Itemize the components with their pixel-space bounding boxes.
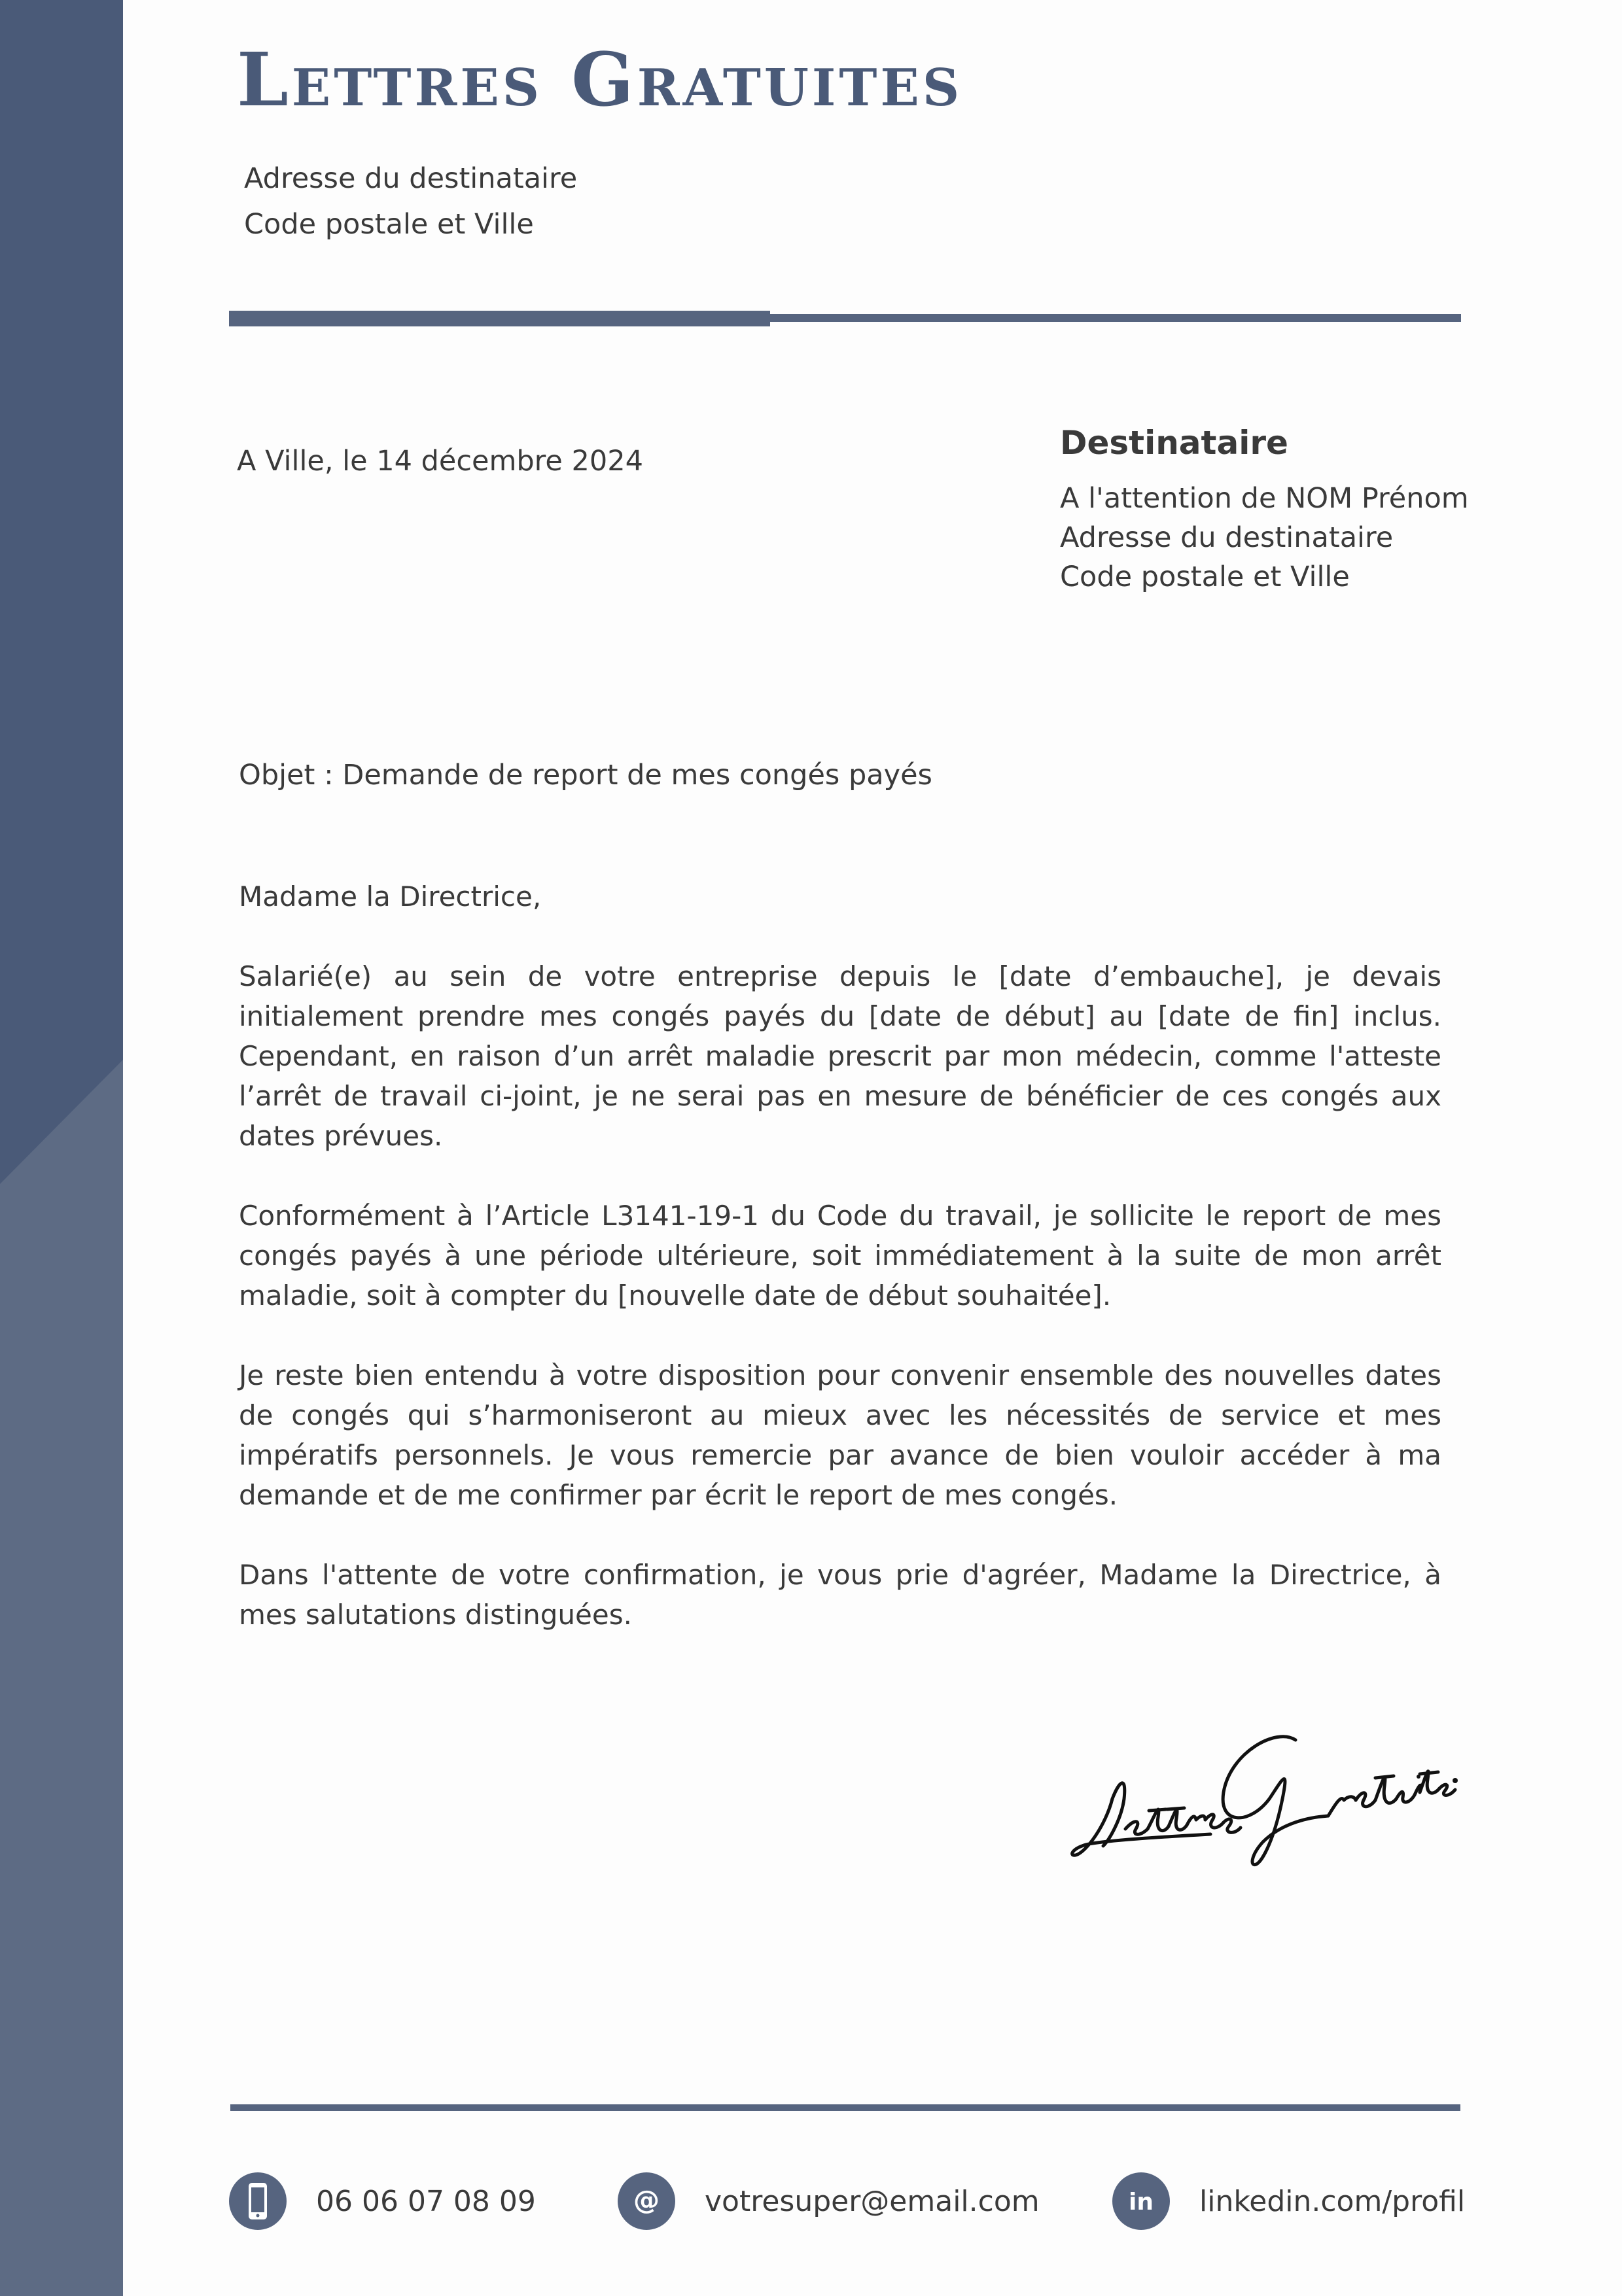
sender-address-line: Adresse du destinataire <box>244 162 578 195</box>
sender-address <box>244 156 577 247</box>
svg-text:@: @ <box>633 2185 660 2216</box>
footer-rule <box>230 2104 1460 2111</box>
recipient-address-line: Adresse du destinataire <box>1060 521 1394 554</box>
email-address[interactable]: votresuper@email.com <box>705 2184 1040 2218</box>
paragraph-4: Dans l'attente de votre confirmation, je vous prie d'agréer, Madame la Directrice, à mes salutations distinguées. <box>239 1559 1441 1631</box>
subject-line: Objet : Demande de report de mes congés payés <box>239 759 932 791</box>
paragraph-1: Salarié(e) au sein de votre entreprise depuis le [date d’embauche], je devais initialement prendre mes congés payés du [date de début] au [date de fin] inclus. Cependant, en raison d’un arrêt maladie prescrit par mon médecin, comme l'atteste l’arrêt de travail ci-joint, je ne serai pas en mesure de bénéficier de ces congés aux dates prévues. <box>239 960 1441 1152</box>
recipient-attention-line: A l'attention de NOM Prénom <box>1060 482 1469 515</box>
letter-body <box>239 877 1441 1675</box>
at-icon <box>618 2172 675 2230</box>
sidebar-decoration <box>0 0 123 2296</box>
sidebar-shape <box>0 0 123 2296</box>
salutation: Madame la Directrice, <box>239 880 542 913</box>
sender-city-line: Code postale et Ville <box>244 208 534 241</box>
date-line: A Ville, le 14 décembre 2024 <box>237 445 643 478</box>
paragraph-2: Conformément à l’Article L3141-19-1 du Code du travail, je sollicite le report de mes congés payés à une période ultérieure, soit immédiatement à la suite de mon arrêt maladie, soit à compter du [nouvelle date de début souhaitée]. <box>239 1200 1441 1312</box>
header-rule-thin <box>770 314 1461 322</box>
signature-drawing <box>1067 1701 1459 1871</box>
paragraph-3: Je reste bien entendu à votre disposition pour convenir ensemble des nouvelles dates de congés qui s’harmoniseront au mieux avec les nécessités de service et mes impératifs personnels. Je vous remercie par avance de bien vouloir accéder à ma demande et de me confirmer par écrit le report de mes congés. <box>239 1359 1441 1511</box>
svg-text:in: in <box>1129 2189 1154 2216</box>
footer-email <box>618 2172 1040 2231</box>
page-title: Lettres Gratuites <box>237 37 963 123</box>
recipient-heading: Destinataire <box>1060 424 1288 462</box>
footer-phone <box>229 2172 536 2231</box>
header-rule-thick <box>229 311 770 326</box>
recipient-city-line: Code postale et Ville <box>1060 561 1350 593</box>
signature <box>1067 1701 1459 1871</box>
phone-icon <box>229 2172 287 2230</box>
footer-linkedin <box>1112 2172 1465 2231</box>
phone-number[interactable]: 06 06 07 08 09 <box>316 2184 536 2218</box>
linkedin-url[interactable]: linkedin.com/profil <box>1199 2184 1466 2218</box>
recipient-block <box>1060 424 1469 597</box>
linkedin-icon <box>1112 2172 1170 2230</box>
